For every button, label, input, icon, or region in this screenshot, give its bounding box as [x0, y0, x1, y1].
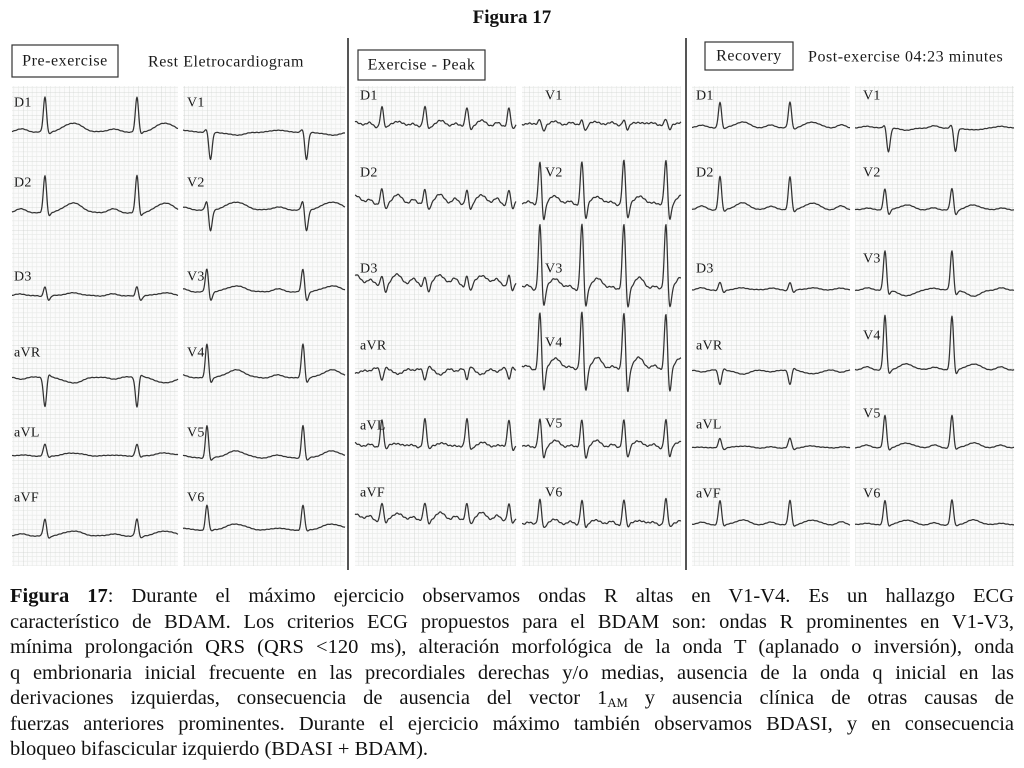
lead-label-V4: V4 — [187, 345, 205, 361]
ecg-grid — [183, 86, 345, 566]
lead-label-D3: D3 — [696, 261, 714, 277]
lead-label-V1: V1 — [545, 88, 563, 104]
caption-line-5 — [10, 686, 1014, 712]
caption-label: Figura 17 — [10, 585, 108, 607]
lead-label-V3: V3 — [863, 251, 881, 267]
lead-label-aVR: aVR — [14, 345, 41, 361]
lead-label-aVL: aVL — [14, 425, 40, 441]
figure-caption — [10, 584, 1014, 763]
caption-subscript: AM — [607, 696, 628, 711]
lead-label-D3: D3 — [14, 269, 32, 285]
lead-label-V1: V1 — [863, 88, 881, 104]
panel-subtitle: Rest Eletrocardiogram — [148, 53, 304, 71]
caption-text: : Durante el máximo ejercicio observamos ondas R altas en V1-V4. Es un hallazgo ECG — [107, 585, 1014, 607]
lead-label-V6: V6 — [545, 485, 563, 501]
lead-label-V2: V2 — [187, 175, 205, 191]
lead-label-aVR: aVR — [696, 338, 723, 354]
caption-text: derivaciones izquierdas, consecuencia de ausencia del vector 1 — [10, 687, 608, 709]
ecg-panel-1 — [12, 45, 345, 566]
lead-label-D1: D1 — [360, 88, 378, 104]
lead-label-D1: D1 — [696, 88, 714, 104]
lead-label-D1: D1 — [14, 95, 32, 111]
caption-line-6: fuerzas anteriores prominentes. Durante el ejercicio máximo también observamos BDASI, y en consecuencia — [10, 712, 1014, 735]
lead-label-aVR: aVR — [360, 338, 387, 354]
panel-label: Exercise - Peak — [367, 56, 476, 74]
ecg-panel-2 — [355, 50, 681, 566]
lead-label-D2: D2 — [360, 165, 378, 181]
lead-label-aVF: aVF — [14, 490, 40, 506]
panel-label: Recovery — [716, 47, 782, 65]
lead-label-V6: V6 — [187, 490, 205, 506]
lead-label-V5: V5 — [187, 425, 205, 441]
lead-label-V3: V3 — [545, 261, 563, 277]
lead-label-V5: V5 — [545, 416, 563, 432]
lead-label-V2: V2 — [863, 165, 881, 181]
caption-line-3: mínima prolongación QRS (QRS <120 ms), alteración morfológica de la onda T (aplanado o inversión), onda — [10, 636, 1014, 658]
lead-label-aVL: aVL — [696, 417, 722, 433]
panel-subtitle: Post-exercise 04:23 minutes — [808, 48, 1004, 66]
caption-line-7: bloqueo bifascicular izquierdo (BDASI + BDAM). — [10, 738, 429, 760]
lead-label-V4: V4 — [545, 335, 563, 351]
lead-label-V5: V5 — [863, 406, 881, 422]
lead-label-D3: D3 — [360, 261, 378, 277]
panel-label: Pre-exercise — [22, 52, 108, 70]
caption-line-4: q embrionaria inicial frecuente en las precordiales derechas y/o medias, ausencia de la onda q inicial en las — [10, 661, 1014, 684]
lead-label-V3: V3 — [187, 269, 205, 285]
figure-title: Figura 17 — [472, 7, 552, 28]
ecg-panel-3 — [692, 42, 1014, 566]
caption-line-2: característico de BDAM. Los criterios ECG propuestos para el BDAM son: ondas R prominentes en V1-V3, — [10, 610, 1014, 633]
lead-label-aVL: aVL — [360, 418, 386, 434]
lead-label-aVF: aVF — [360, 485, 386, 501]
caption-text: y ausencia clínica de otras causas de — [627, 687, 1014, 709]
lead-label-V6: V6 — [863, 486, 881, 502]
lead-label-V2: V2 — [545, 165, 563, 181]
lead-label-aVF: aVF — [696, 486, 722, 502]
lead-label-V4: V4 — [863, 328, 881, 344]
lead-label-D2: D2 — [14, 175, 32, 191]
lead-label-D2: D2 — [696, 165, 714, 181]
lead-label-V1: V1 — [187, 95, 205, 111]
caption-line-1 — [10, 584, 1014, 610]
